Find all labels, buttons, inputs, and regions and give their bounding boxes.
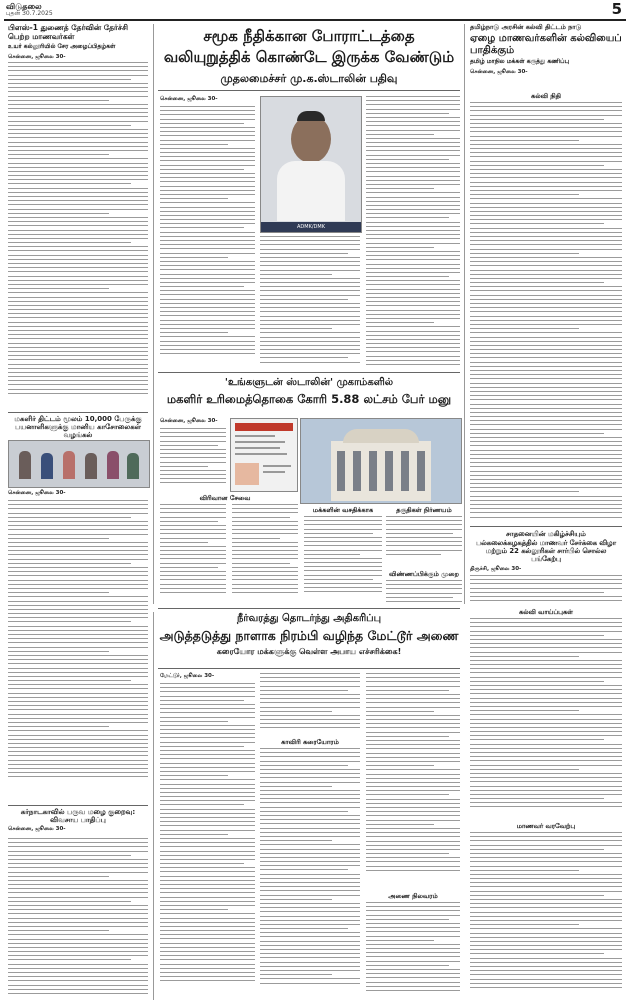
- left-story-2-byline-wrap: [8, 490, 148, 497]
- center-byline: சென்னை, ஜூலை 30-: [160, 418, 218, 424]
- bottom-headline: அடுத்தடுத்து நாளாக நிரம்பி வழிந்த மேட்டூர் அணை: [159, 627, 459, 643]
- left-story-2: [8, 415, 148, 439]
- right-story-1-byline: சென்னை, ஜூலை 30-: [470, 69, 528, 76]
- left-story-2-body: [8, 500, 148, 800]
- bottom-subhead1-wrap: [260, 738, 360, 747]
- left-story-3-headline: கர்நாடகாவில் பருவ மழை குறைவு: விவசாய பாதிப்பு: [20, 808, 136, 825]
- separator: [158, 372, 460, 373]
- center-body-col4: [386, 516, 462, 566]
- bottom-body-col2b: [260, 748, 360, 998]
- right-story-1-kicker: தமிழ்நாடு அரசின் கல்வி திட்டம் நாடு: [470, 23, 582, 31]
- separator: [158, 668, 460, 669]
- column-divider: [153, 612, 154, 1000]
- application-form-image: [230, 418, 298, 492]
- page-number: 5: [611, 0, 622, 18]
- office-building-photo: [300, 418, 462, 504]
- center-subhead4-wrap: [386, 570, 462, 579]
- separator: [158, 608, 460, 609]
- bottom-story-head: [158, 613, 460, 656]
- left-story-1-subhead: உயர் கல்லூரியில் சேர அழைப்பிதழ்கள்: [8, 43, 116, 51]
- award-photo: [8, 440, 150, 488]
- lead-headline-line1: சமூக நீதிக்கான போராட்டத்தை: [203, 27, 415, 45]
- left-story-1-headline: பிளஸ்-1 துணைத் தேர்வின் தேர்ச்சி பெற்ற மாணவர்கள்: [8, 23, 128, 41]
- bottom-body-col3a: [366, 673, 460, 888]
- separator: [470, 526, 622, 527]
- left-story-3-body: [8, 838, 148, 998]
- bottom-body-col1: [160, 683, 255, 998]
- bottom-kicker: நீர்வரத்து தொடர்ந்து அதிகரிப்பு: [236, 613, 382, 624]
- right-story-2-body-c: [470, 832, 622, 998]
- center-subhead3-wrap: [386, 506, 462, 515]
- issue-date: புதன் 30.7.2025: [6, 10, 53, 17]
- lead-subhead: முதலமைச்சர் மு.க.ஸ்டாலின் பதிவு: [220, 71, 398, 85]
- chief-minister-photo: [260, 96, 362, 233]
- center-body-col4b: [386, 580, 462, 604]
- right-story-1-subhead: தமிழ் மாநில மக்கள் கருத்து கணிப்பு: [470, 58, 570, 66]
- lead-headline-line2: வலியுறுத்திக் கொண்டே இருக்க வேண்டும்: [163, 48, 455, 67]
- masthead-rule: [4, 19, 626, 21]
- bottom-subhead2-wrap: [366, 892, 460, 901]
- bottom-body-col2a: [260, 673, 360, 733]
- lead-byline-wrap: [160, 96, 250, 103]
- left-story-3-byline: சென்னை, ஜூலை 30-: [8, 826, 66, 833]
- left-story-3: [8, 808, 148, 833]
- column-divider: [464, 24, 465, 604]
- lead-byline: சென்னை, ஜூலை 30-: [160, 96, 218, 102]
- right-story-2-subhead2: மாணவர் வரவேற்பு: [516, 822, 576, 830]
- right-story-2-byline: திருச்சி, ஜூலை 30-: [470, 566, 522, 573]
- center-body-col2: [232, 504, 298, 604]
- right-story-1-section: கல்வி நிதி: [531, 92, 561, 100]
- separator: [8, 805, 148, 806]
- separator: [158, 90, 460, 91]
- lead-body-col3: [366, 96, 460, 366]
- center-story-head: [158, 377, 460, 406]
- separator: [8, 412, 148, 413]
- center-byline-wrap: [160, 418, 226, 425]
- left-story-2-headline: மகளிர் திட்டம் மூலம் 10,000 பேருக்கு பயனாளிகளுக்கு மானிய காசோலைகள் வழங்கல்: [14, 415, 142, 440]
- masthead: [0, 0, 630, 18]
- left-story-1-byline: சென்னை, ஜூலை 30-: [8, 54, 66, 61]
- paper-name: விடுதலை: [6, 2, 42, 11]
- right-story-2: [470, 530, 622, 573]
- right-subhead2-wrap: [470, 822, 622, 831]
- right-subhead1-wrap: [470, 608, 622, 617]
- center-body-col1-top: [160, 428, 226, 490]
- right-story-2-headline: பல்கலைக்கழகத்தில் மாணவர் சேர்க்கை விழா மற்றும் 22 கல்லூரிகள் சார்பில் சொல்ல பங்கேற்பு: [475, 539, 617, 563]
- bottom-subhead2: அணை நிலவரம்: [388, 892, 438, 900]
- left-story-2-byline: சென்னை, ஜூலை 30-: [8, 490, 66, 496]
- column-divider: [153, 24, 154, 604]
- center-subhead1-wrap: [160, 494, 290, 503]
- center-body-col1: [160, 504, 226, 604]
- bottom-body-col3b: [366, 902, 460, 998]
- center-story-headline: மகளிர் உரிமைத்தொகை கோரி 5.88 லட்சம் பேர் மனு: [166, 391, 452, 406]
- right-story-2-kicker: சாதனையின் மகிழ்ச்சியும்: [506, 530, 586, 538]
- right-story-1-headline: ஏழை மாணவர்களின் கல்வியைப் பாதிக்கும்: [470, 33, 622, 56]
- bottom-byline: மேட்டூர், ஜூலை 30-: [160, 673, 215, 679]
- center-subhead1: விரிவான சேவை: [199, 494, 251, 502]
- right-story-2-body-a: [470, 575, 622, 605]
- right-story-1: [470, 24, 622, 76]
- center-story-kicker: 'உங்களுடன் ஸ்டாலின்' முகாம்களில்: [224, 377, 394, 388]
- lead-body-col1: [160, 106, 255, 366]
- center-subhead2: மக்களின் வசதிக்காக: [312, 506, 374, 514]
- bottom-byline-wrap: [160, 673, 250, 680]
- bottom-subhead1: காவிரி கரையோரம்: [281, 738, 339, 746]
- right-story-2-subhead1: கல்வி வாய்ப்புகள்: [518, 608, 574, 616]
- photo-caption: ADMK/DMK: [297, 224, 325, 230]
- center-subhead2-wrap: [304, 506, 382, 515]
- center-subhead3: தகுதிகள் நிர்ணயம்: [396, 506, 452, 514]
- lead-body-col2: [260, 236, 360, 366]
- left-story-1-body: [8, 62, 148, 407]
- bottom-subhead: கரையோர மக்களுக்கு வெள்ள அபாய எச்சரிக்கை!: [216, 646, 402, 656]
- left-story-1: [8, 24, 148, 61]
- center-body-col3: [304, 516, 382, 604]
- right-section-wrap: [470, 92, 622, 101]
- center-subhead4: விண்ணப்பிக்கும் முறை: [389, 570, 459, 578]
- lead-headline: [158, 28, 460, 85]
- right-story-2-body-b: [470, 618, 622, 818]
- right-story-1-body: [470, 102, 622, 522]
